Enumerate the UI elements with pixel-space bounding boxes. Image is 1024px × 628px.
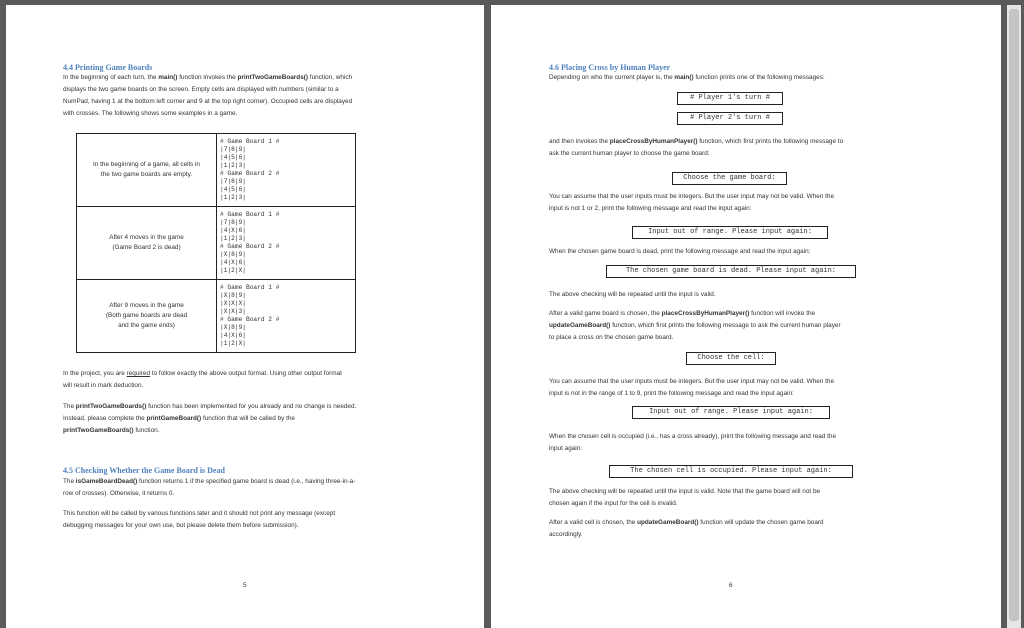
- text-line: updateGameBoard() function, which first prints the following message to ask the current human player: [549, 322, 841, 329]
- board-line: |1|2|X|: [220, 340, 246, 348]
- board-line: # Game Board 2 #: [220, 316, 280, 323]
- text-line: displays the two game boards on the screen. Empty cells are displayed with numbers (similar to a: [63, 86, 339, 93]
- board-line: |7|8|9|: [220, 218, 246, 226]
- section-4-4-paragraph-3: [63, 401, 356, 437]
- text-line: row of crosses). Otherwise, it returns 0.: [63, 490, 175, 497]
- valid-board-paragraph: [549, 308, 841, 344]
- description-line: After 9 moves in the game: [109, 302, 184, 309]
- text-line: The printTwoGameBoards() function has been implemented for you already and no change is needed.: [63, 403, 357, 410]
- player-1-turn-message: # Player 1's turn #: [677, 92, 783, 105]
- description-line: the two game boards are empty.: [100, 171, 193, 178]
- board-line: |4|X|6|: [220, 259, 246, 267]
- example-description: [77, 280, 217, 353]
- text-line: When the chosen cell is occupied (i.e., has a cross already), print the following message and read the: [549, 433, 837, 440]
- board-line: |X|8|9|: [220, 324, 246, 332]
- repeat-check-paragraph: [549, 289, 716, 301]
- repeat-check-cell-paragraph: [549, 486, 820, 510]
- text-line: After a valid game board is chosen, the placeCrossByHumanPlayer() function will invoke the: [549, 310, 816, 317]
- example-board: [217, 134, 356, 207]
- text-line: You can assume that the user inputs must be integers. But the user input may not be valid. When the: [549, 378, 835, 385]
- text-line: In the project, you are required to follow exactly the above output format. Using other output format: [63, 370, 342, 377]
- example-board: [217, 280, 356, 353]
- final-update-paragraph: [549, 517, 824, 541]
- board-line: |1|2|3|: [220, 194, 246, 202]
- example-description: [77, 134, 217, 207]
- text-line: You can assume that the user inputs must be integers. But the user input may not be valid. When the: [549, 193, 835, 200]
- board-line: |X|8|9|: [220, 251, 246, 259]
- text-line: will result in mark deduction.: [63, 382, 144, 389]
- section-4-6-intro: [549, 72, 825, 84]
- board-line: |1|2|X|: [220, 267, 246, 275]
- board-line: |X|X|X|: [220, 299, 246, 307]
- text-line: input is not in the range of 1 to 9, print the following message and read the input again:: [549, 390, 794, 397]
- section-4-5-heading: 4.5 Checking Whether the Game Board is Dead: [63, 466, 225, 475]
- board-line: |X|8|9|: [220, 291, 246, 299]
- board-dead-paragraph: [549, 246, 810, 258]
- text-line: with crosses. The following shows some examples in a game.: [63, 110, 238, 117]
- board-line: |7|8|9|: [220, 145, 246, 153]
- player-2-turn-message: # Player 2's turn #: [677, 112, 783, 125]
- section-4-5-paragraph-2: [63, 508, 335, 532]
- section-4-4-paragraph-2: [63, 368, 342, 392]
- text-line: input is not 1 or 2, print the following message and read the input again:: [549, 205, 752, 212]
- board-line: # Game Board 2 #: [220, 170, 280, 177]
- board-input-validity-paragraph: [549, 191, 834, 215]
- board-line: |4|X|6|: [220, 226, 246, 234]
- board-line: |7|8|9|: [220, 178, 246, 186]
- text-line: input again:: [549, 445, 583, 452]
- board-line: # Game Board 1 #: [220, 137, 280, 145]
- text-line: printTwoGameBoards() function.: [63, 427, 160, 434]
- section-4-4-heading: 4.4 Printing Game Boards: [63, 63, 153, 72]
- text-line: In the beginning of each turn, the main() function invokes the printTwoGameBoards() function, which: [63, 74, 353, 81]
- page-5: [6, 5, 484, 628]
- choose-cell-message: Choose the cell:: [686, 352, 776, 365]
- page-number: 6: [729, 582, 733, 589]
- text-line: Depending on who the current player is, the main() function prints one of the following messages:: [549, 74, 825, 81]
- example-board: [217, 207, 356, 280]
- board-line: # Game Board 1 #: [220, 283, 280, 291]
- description-line: After 4 moves in the game: [109, 234, 184, 241]
- page-number: 5: [243, 582, 247, 589]
- section-4-6-heading: 4.6 Placing Cross by Human Player: [549, 63, 671, 72]
- text-line: After a valid cell is chosen, the updateGameBoard() function will update the chosen game board: [549, 519, 824, 526]
- description-line: and the game ends): [118, 322, 175, 329]
- description-line: (Both game boards are dead: [105, 312, 188, 319]
- board-line: |X|X|3|: [220, 307, 246, 315]
- text-line: NumPad, having 1 at the bottom left corner and 9 at the top right corner). Occupied cells are displayed: [63, 98, 353, 105]
- cell-out-of-range-message: Input out of range. Please input again:: [632, 406, 830, 419]
- table-row: [77, 134, 356, 207]
- text-line: The isGameBoardDead() function returns 1 if the specified game board is dead (i.e., having three-in-a-: [63, 478, 356, 485]
- table-row: [77, 207, 356, 280]
- cell-occupied-paragraph: [549, 431, 836, 455]
- example-description: [77, 207, 217, 280]
- text-line: This function will be called by various functions later and it should not print any message (except: [63, 510, 336, 517]
- text-line: The above checking will be repeated until the input is valid. Note that the game board will not be: [549, 488, 821, 495]
- game-board-examples-table: [76, 133, 356, 353]
- text-line: When the chosen game board is dead, print the following message and read the input again:: [549, 248, 811, 255]
- invoke-place-cross-paragraph: [549, 136, 843, 160]
- description-line: (Game Board 2 is dead): [112, 244, 181, 251]
- text-line: to place a cross on the chosen game board.: [549, 334, 674, 341]
- board-line: |4|5|6|: [220, 186, 246, 194]
- choose-board-message: Choose the game board:: [672, 172, 787, 185]
- text-line: The above checking will be repeated until the input is valid.: [549, 291, 716, 298]
- text-line: debugging messages for your own use, but please delete them before submission).: [63, 522, 299, 529]
- text-line: Instead, please complete the printGameBoard() function that will be called by the: [63, 415, 295, 422]
- vertical-scrollbar[interactable]: [1007, 5, 1021, 628]
- board-line: # Game Board 2 #: [220, 243, 280, 250]
- board-out-of-range-message: Input out of range. Please input again:: [632, 226, 828, 239]
- description-line: In the beginning of a game, all cells in: [93, 161, 200, 168]
- cell-occupied-message: The chosen cell is occupied. Please input again:: [609, 465, 853, 478]
- board-dead-message: The chosen game board is dead. Please input again:: [606, 265, 856, 278]
- cell-input-validity-paragraph: [549, 376, 834, 400]
- text-line: chosen again if the input for the cell is invalid.: [549, 500, 678, 507]
- text-line: and then invokes the placeCrossByHumanPlayer() function, which first prints the following message to: [549, 138, 844, 145]
- board-line: # Game Board 1 #: [220, 210, 280, 218]
- table-row: [77, 280, 356, 353]
- board-line: |1|2|3|: [220, 161, 246, 169]
- board-line: |1|2|3|: [220, 234, 246, 242]
- scrollbar-thumb[interactable]: [1009, 9, 1019, 621]
- text-line: ask the current human player to choose the game board:: [549, 150, 710, 157]
- page-6: [491, 5, 1001, 628]
- section-4-4-paragraph-1: [63, 72, 352, 120]
- board-line: |4|5|6|: [220, 153, 246, 161]
- text-line: accordingly.: [549, 531, 583, 538]
- board-line: |4|X|6|: [220, 332, 246, 340]
- section-4-5-paragraph-1: [63, 476, 355, 500]
